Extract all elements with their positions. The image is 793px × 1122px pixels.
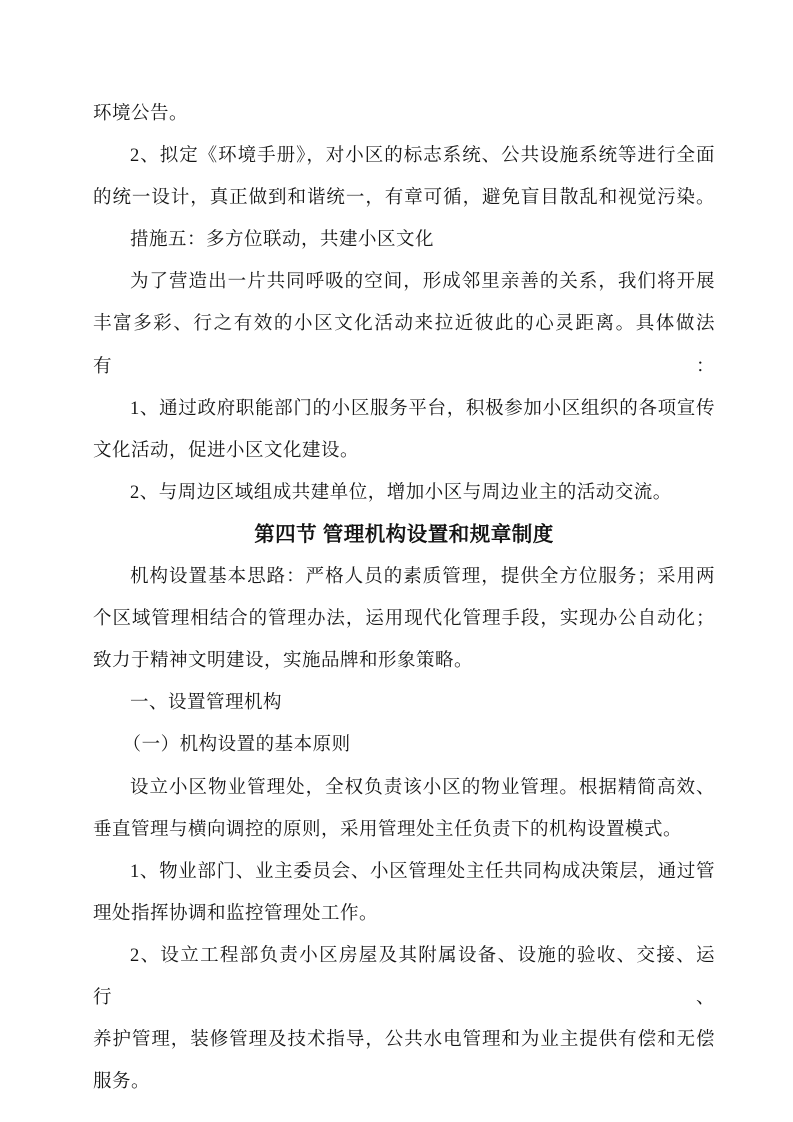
text-line: 一、设置管理机构	[130, 693, 283, 714]
text-line: 2、设立工程部负责小区房屋及其附属设备、设施的验收、交接、运行、	[93, 945, 715, 1008]
section-heading: 第四节 管理机构设置和规章制度	[254, 523, 554, 546]
text-line: 的统一设计，真正做到和谐统一，有章可循，避免盲目散乱和视觉污染。	[93, 188, 715, 209]
text-line: 个区域管理相结合的管理办法，运用现代化管理手段，实现办公自动化；	[93, 609, 715, 630]
text-line: 致力于精神文明建设，实施品牌和形象策略。	[93, 651, 474, 672]
text-line: 2、与周边区域组成共建单位，增加小区与周边业主的活动交流。	[130, 482, 672, 503]
text-line: 丰富多彩、行之有效的小区文化活动来拉近彼此的心灵距离。具体做法有：	[93, 314, 715, 377]
text-line: 1、物业部门、业主委员会、小区管理处主任共同构成决策层，通过管	[130, 861, 715, 882]
text-line: 机构设置基本思路：严格人员的素质管理，提供全方位服务；采用两	[130, 567, 715, 588]
text-line: 文化活动，促进小区文化建设。	[93, 440, 360, 461]
text-line: 2、拟定《环境手册》，对小区的标志系统、公共设施系统等进行全面	[130, 146, 715, 167]
text-line: 设立小区物业管理处，全权负责该小区的物业管理。根据精简高效、	[130, 777, 715, 798]
text-line: 养护管理，装修管理及技术指导，公共水电管理和为业主提供有偿和无偿	[93, 1030, 715, 1051]
text-line: 为了营造出一片共同呼吸的空间，形成邻里亲善的关系，我们将开展	[130, 272, 715, 293]
text-line: 理处指挥协调和监控管理处工作。	[93, 903, 379, 924]
page-content	[93, 93, 715, 1103]
text-line: 服务。	[93, 1072, 151, 1093]
text-line: 环境公告。	[93, 104, 189, 124]
text-line: （一）机构设置的基本原则	[122, 735, 351, 756]
text-line: 1、通过政府职能部门的小区服务平台，积极参加小区组织的各项宣传	[130, 398, 715, 419]
text-line: 垂直管理与横向调控的原则，采用管理处主任负责下的机构设置模式。	[93, 819, 683, 840]
text-line: 措施五：多方位联动，共建小区文化	[130, 230, 435, 251]
